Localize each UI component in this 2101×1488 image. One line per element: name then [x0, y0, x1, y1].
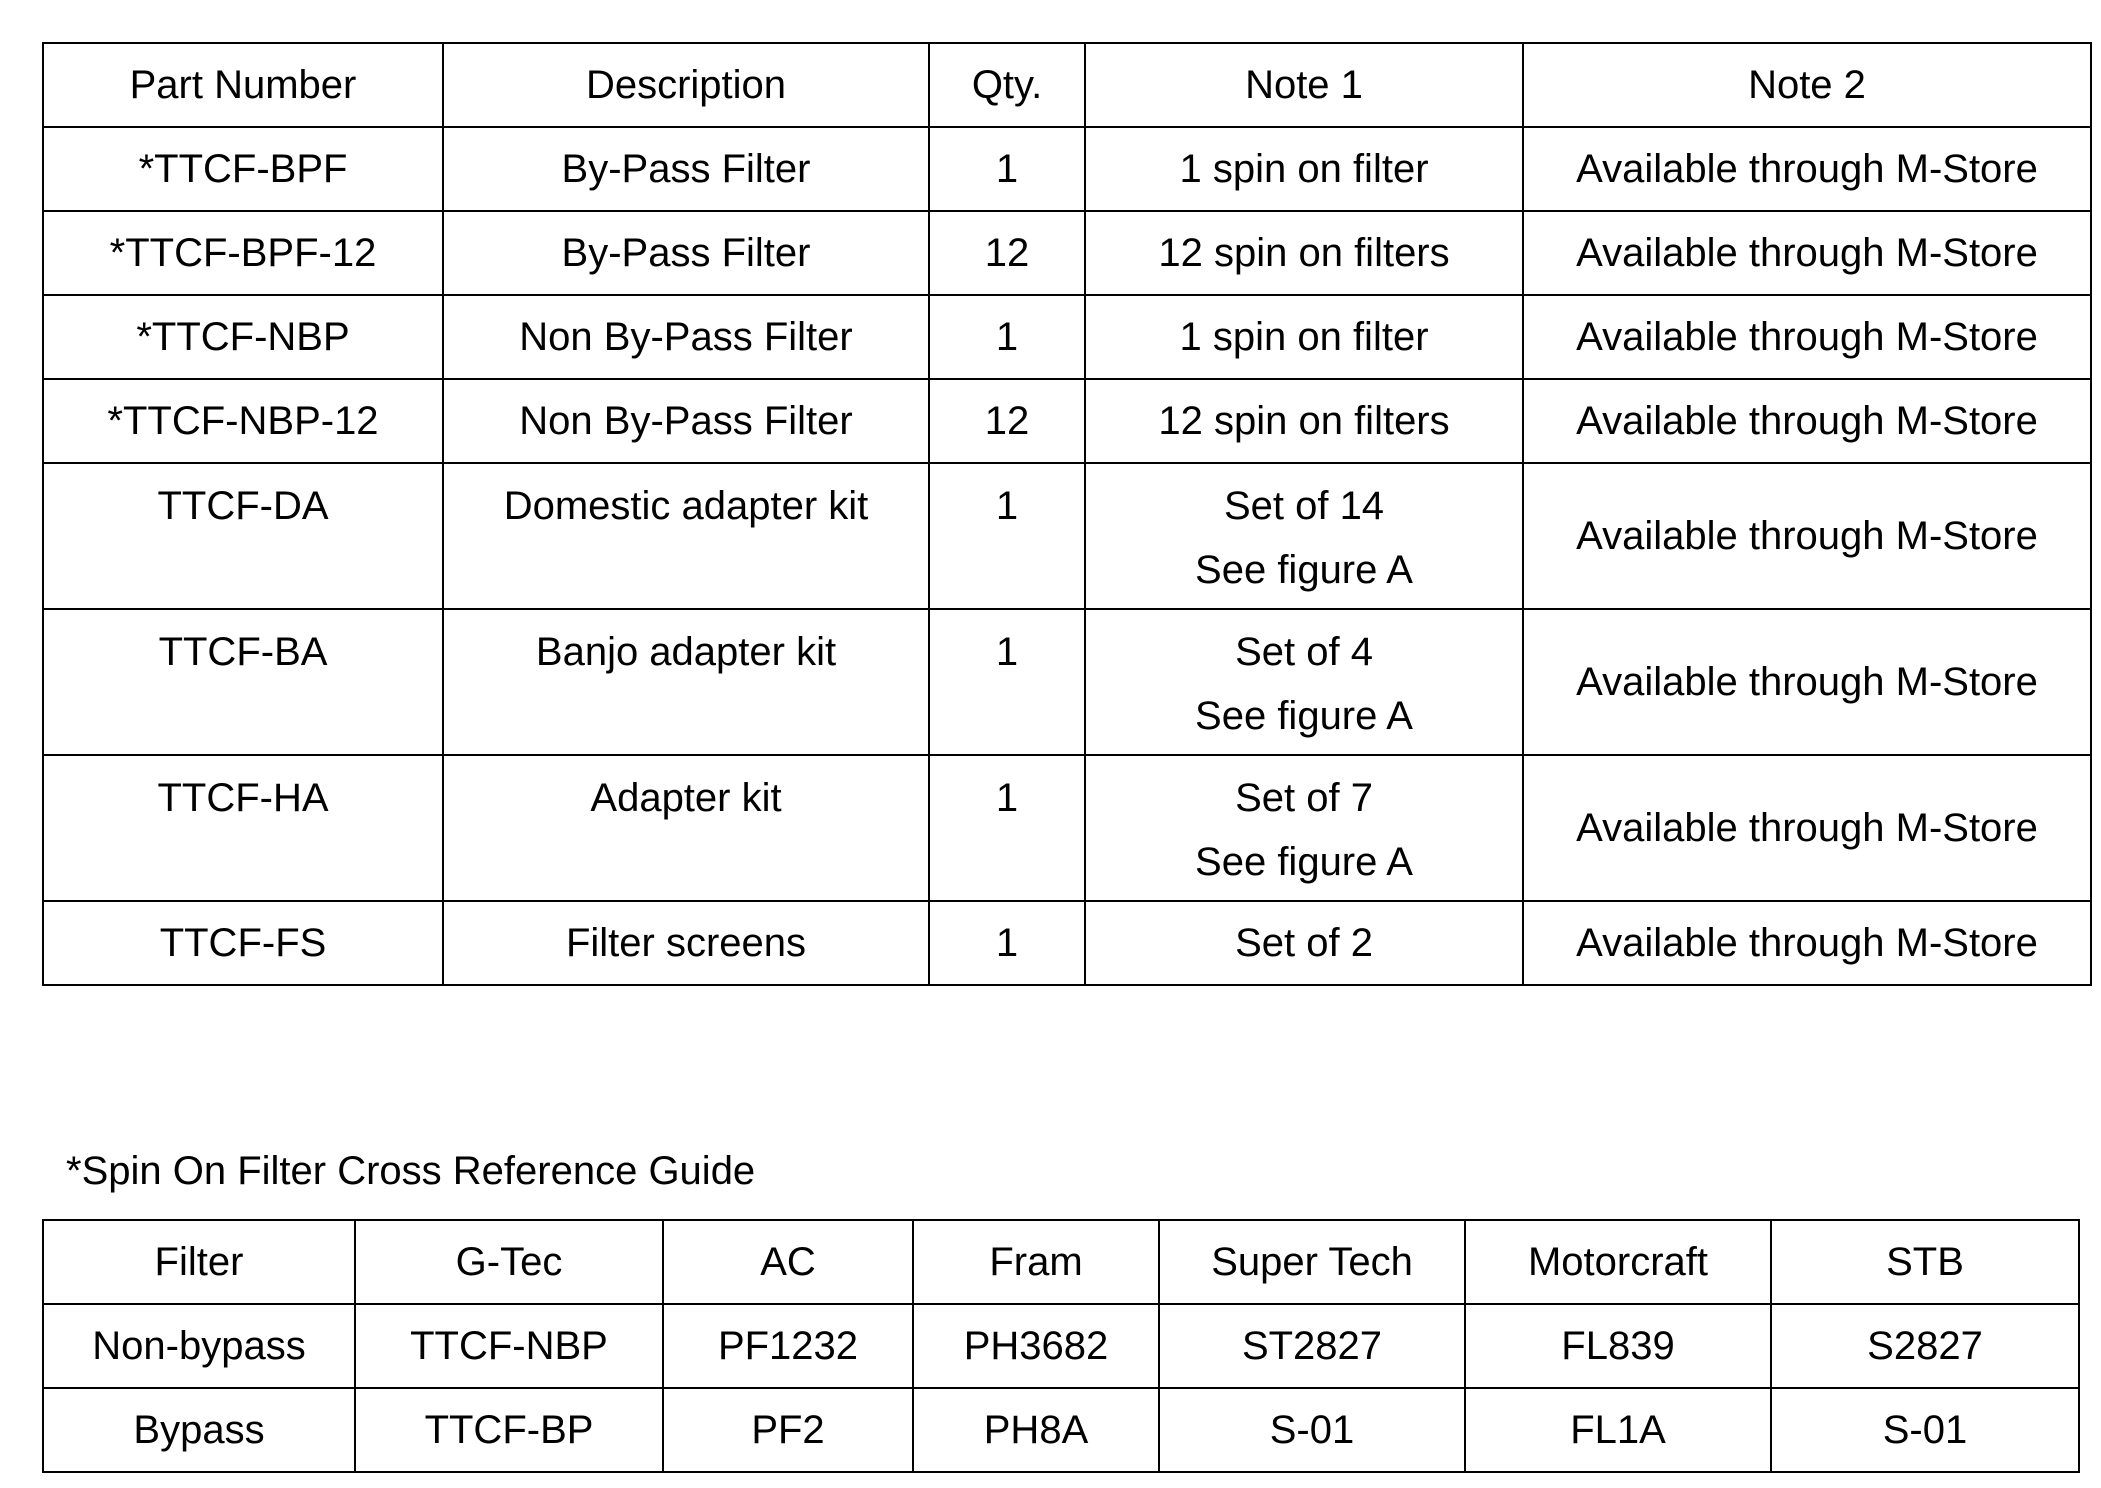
part-number-cell: TTCF-DA — [43, 463, 443, 609]
part-number-cell: TTCF-BA — [43, 609, 443, 755]
filter-type-cell: Bypass — [43, 1388, 355, 1472]
table-row — [43, 211, 2091, 295]
header-fram: Fram — [913, 1220, 1159, 1304]
fram-cell: PH3682 — [913, 1304, 1159, 1388]
note-1-line: Set of 14 — [1223, 484, 1385, 528]
note-1-line: See figure A — [1195, 694, 1413, 738]
description-cell: By-Pass Filter — [443, 127, 929, 211]
header-ac: AC — [663, 1220, 913, 1304]
header-note-2: Note 2 — [1523, 43, 2091, 127]
description-cell: Domestic adapter kit — [443, 463, 929, 609]
super-tech-cell: S-01 — [1159, 1388, 1465, 1472]
description-cell: Banjo adapter kit — [443, 609, 929, 755]
part-number-cell: *TTCF-NBP-12 — [43, 379, 443, 463]
part-number-cell: TTCF-HA — [43, 755, 443, 901]
header-stb: STB — [1771, 1220, 2079, 1304]
note-2-cell: Available through M-Store — [1523, 295, 2091, 379]
qty-cell: 1 — [929, 127, 1085, 211]
table-row — [43, 295, 2091, 379]
ac-cell: PF1232 — [663, 1304, 913, 1388]
note-1-cell: 12 spin on filters — [1085, 379, 1523, 463]
motorcraft-cell: FL839 — [1465, 1304, 1771, 1388]
fram-cell: PH8A — [913, 1388, 1159, 1472]
note-1-cell: Set of 2 — [1085, 901, 1523, 985]
header-note-1: Note 1 — [1085, 43, 1523, 127]
note-1-cell — [1085, 463, 1523, 609]
note-2-cell: Available through M-Store — [1523, 211, 2091, 295]
qty-cell: 1 — [929, 463, 1085, 609]
table-row — [43, 609, 2091, 755]
part-number-cell: *TTCF-NBP — [43, 295, 443, 379]
note-2-cell: Available through M-Store — [1523, 609, 2091, 755]
header-filter: Filter — [43, 1220, 355, 1304]
filter-type-cell: Non-bypass — [43, 1304, 355, 1388]
note-1-cell: 1 spin on filter — [1085, 295, 1523, 379]
g-tec-cell: TTCF-BP — [355, 1388, 663, 1472]
header-g-tec: G-Tec — [355, 1220, 663, 1304]
description-cell: Filter screens — [443, 901, 929, 985]
table-row — [43, 1388, 2079, 1472]
motorcraft-cell: FL1A — [1465, 1388, 1771, 1472]
note-2-cell: Available through M-Store — [1523, 901, 2091, 985]
description-cell: Non By-Pass Filter — [443, 379, 929, 463]
table-row — [43, 127, 2091, 211]
note-1-cell: 12 spin on filters — [1085, 211, 1523, 295]
qty-cell: 12 — [929, 379, 1085, 463]
part-number-cell: *TTCF-BPF — [43, 127, 443, 211]
qty-cell: 1 — [929, 901, 1085, 985]
header-motorcraft: Motorcraft — [1465, 1220, 1771, 1304]
note-2-cell: Available through M-Store — [1523, 379, 2091, 463]
cross-header-row — [43, 1220, 2079, 1304]
g-tec-cell: TTCF-NBP — [355, 1304, 663, 1388]
table-row — [43, 755, 2091, 901]
table-row — [43, 901, 2091, 985]
stb-cell: S-01 — [1771, 1388, 2079, 1472]
note-2-cell: Available through M-Store — [1523, 127, 2091, 211]
parts-header-row — [43, 43, 2091, 127]
note-1-line: See figure A — [1195, 548, 1413, 592]
note-2-cell: Available through M-Store — [1523, 755, 2091, 901]
description-cell: By-Pass Filter — [443, 211, 929, 295]
header-description: Description — [443, 43, 929, 127]
header-qty: Qty. — [929, 43, 1085, 127]
super-tech-cell: ST2827 — [1159, 1304, 1465, 1388]
cross-reference-table — [42, 1219, 2080, 1473]
description-cell: Adapter kit — [443, 755, 929, 901]
ac-cell: PF2 — [663, 1388, 913, 1472]
table-row — [43, 1304, 2079, 1388]
note-1-cell — [1085, 755, 1523, 901]
part-number-cell: *TTCF-BPF-12 — [43, 211, 443, 295]
header-super-tech: Super Tech — [1159, 1220, 1465, 1304]
table-row — [43, 463, 2091, 609]
description-cell: Non By-Pass Filter — [443, 295, 929, 379]
qty-cell: 1 — [929, 295, 1085, 379]
parts-table — [42, 42, 2092, 986]
cross-reference-caption: *Spin On Filter Cross Reference Guide — [66, 1149, 756, 1193]
note-1-line: See figure A — [1195, 840, 1413, 884]
note-1-line: Set of 7 — [1235, 776, 1373, 820]
note-1-line: Set of 4 — [1235, 630, 1373, 674]
stb-cell: S2827 — [1771, 1304, 2079, 1388]
table-row — [43, 379, 2091, 463]
header-part-number: Part Number — [43, 43, 443, 127]
qty-cell: 1 — [929, 755, 1085, 901]
qty-cell: 12 — [929, 211, 1085, 295]
note-1-cell: 1 spin on filter — [1085, 127, 1523, 211]
part-number-cell: TTCF-FS — [43, 901, 443, 985]
note-1-cell — [1085, 609, 1523, 755]
note-2-cell: Available through M-Store — [1523, 463, 2091, 609]
qty-cell: 1 — [929, 609, 1085, 755]
